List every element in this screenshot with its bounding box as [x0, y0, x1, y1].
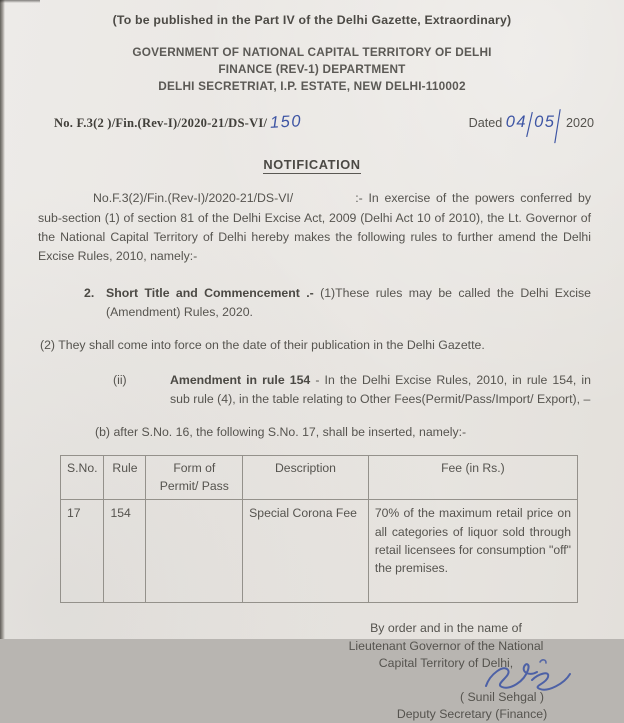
table-header-form: Form of Permit/ Pass — [146, 455, 243, 499]
signature-line-1: By order and in the name of — [370, 621, 522, 636]
table-header-rule: Rule — [104, 455, 146, 499]
table-cell-rule: 154 — [104, 500, 146, 603]
table-row — [61, 500, 578, 603]
reference-number — [54, 111, 303, 133]
opening-paragraph-text: :- In exercise of the powers conferred by sub-section (1) of section 81 of the Delhi Excise Act, 2009 (Delhi Act 10 of 2010), the Lt. Governor of the National Capital Territory of Delhi hereby makes the following rules to further amend the Delhi Excise Rules, 2010, namely:- — [38, 191, 591, 264]
date-field — [468, 102, 594, 155]
table-header-row — [61, 455, 578, 499]
table-header-sno: S.No. — [61, 455, 104, 499]
opening-paragraph-ref: No.F.3(2)/Fin.(Rev-I)/2020-21/DS-VI/ — [93, 191, 294, 206]
notification-title: NOTIFICATION — [263, 157, 361, 173]
opening-paragraph — [38, 189, 591, 266]
reference-number-printed: No. F.3(2 )/Fin.(Rev-I)/2020-21/DS-VI/ — [54, 115, 268, 130]
table-header-fee: Fee (in Rs.) — [368, 455, 577, 499]
department-line: FINANCE (REV-1) DEPARTMENT — [218, 62, 406, 77]
signatory-name: ( Sunil Sehgal ) — [459, 689, 545, 704]
table-cell-description: Special Corona Fee — [243, 500, 369, 603]
letterhead — [0, 44, 624, 94]
item-b: (b) after S.No. 16, the following S.No. 17, shall be inserted, namely:- — [95, 424, 467, 439]
item-ii — [113, 371, 591, 409]
dated-label: Dated — [468, 115, 503, 130]
signature-block — [296, 620, 596, 723]
date-year: 2020 — [565, 115, 594, 130]
table-cell-sno: 17 — [61, 500, 104, 603]
fees-table — [60, 455, 578, 603]
scan-corner-shadow — [0, 0, 40, 3]
clause-2-number: 2. — [84, 285, 95, 300]
date-slash-icon: / — [553, 102, 562, 155]
item-ii-number: (ii) — [113, 372, 127, 387]
date-slash-icon: / — [525, 106, 534, 146]
clause-2 — [84, 284, 591, 322]
signature-line-3: Capital Territory of Delhi, — [378, 656, 514, 671]
publish-line: (To be published in the Part IV of the Delhi Gazette, Extraordinary) — [112, 13, 512, 27]
table-cell-form — [146, 500, 243, 603]
table-cell-fee: 70% of the maximum retail price on all categories of liquor sold through retail licensees for consumption "off" the premises. — [368, 500, 577, 603]
reference-row — [54, 102, 594, 155]
signatory-designation: Deputy Secretary (Finance) — [396, 707, 548, 722]
reference-number-handwritten: 150 — [269, 111, 303, 132]
clause-2-sub-2: (2) They shall come into force on the date of their publication in the Delhi Gazette. — [40, 337, 485, 352]
signature-line-2: Lieutenant Governor of the National — [348, 638, 544, 653]
government-line: GOVERNMENT OF NATIONAL CAPITAL TERRITORY OF DELHI — [132, 45, 492, 60]
date-day-handwritten: 04 — [505, 112, 528, 131]
date-month-handwritten: 05 — [534, 112, 556, 131]
clause-2-text: Short Title and Commencement .- (1)These rules may be called the Delhi Excise (Amendment) Rules, 2020. — [106, 285, 591, 319]
item-ii-title: Amendment in rule 154 — [170, 372, 311, 387]
table-header-description: Description — [243, 455, 369, 499]
address-line: DELHI SECRETRIAT, I.P. ESTATE, NEW DELHI-110002 — [158, 78, 466, 93]
scan-edge-shadow — [0, 0, 5, 639]
clause-2-title: Short Title and Commencement .- — [106, 285, 314, 300]
item-ii-text: Amendment in rule 154 - In the Delhi Excise Rules, 2010, in rule 154, in sub rule (4), in the table relating to Other Fees(Permit/Pass/Import/ Export), – — [170, 372, 591, 406]
